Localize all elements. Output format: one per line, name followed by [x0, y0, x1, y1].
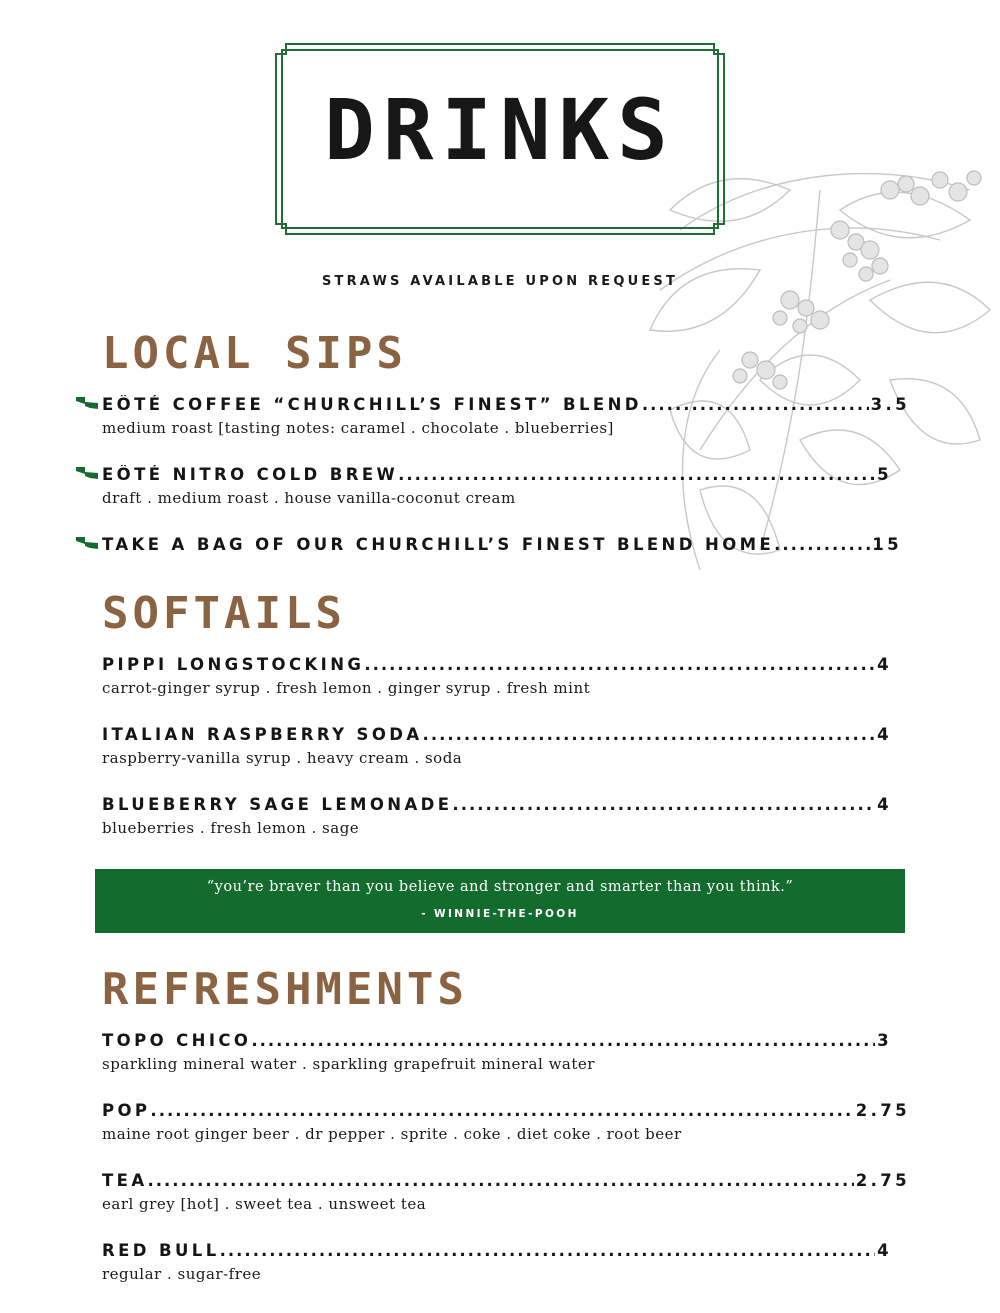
item-description: draft . medium roast . house vanilla-coconut cream	[102, 489, 516, 507]
menu-item	[102, 1171, 910, 1195]
item-price: 2.75	[855, 1171, 910, 1190]
item-name: POP	[102, 1101, 151, 1120]
menu-item	[102, 395, 910, 419]
menu-item	[102, 655, 892, 679]
subtitle: STRAWS AVAILABLE UPON REQUEST	[321, 274, 679, 289]
item-description: regular . sugar-free	[102, 1265, 262, 1283]
dot-leader	[364, 655, 875, 674]
section-title-local-sips: LOCAL SIPS	[102, 328, 407, 379]
quote-author: - WINNIE-THE-POOH	[421, 908, 579, 920]
dot-leader	[423, 725, 876, 744]
item-name: EÔTÉ COFFEE “CHURCHILL’S FINEST” BLEND	[102, 395, 642, 414]
item-price: 4	[877, 655, 892, 674]
dot-leader	[642, 395, 869, 414]
menu-item	[102, 1241, 892, 1265]
oklahoma-state-icon	[76, 467, 98, 479]
item-name: BLUEBERRY SAGE LEMONADE	[102, 795, 453, 814]
item-name: RED BULL	[102, 1241, 220, 1260]
item-price: 15	[872, 535, 902, 554]
item-name: EÔTÉ NITRO COLD BREW	[102, 465, 399, 484]
oklahoma-state-icon	[76, 537, 98, 549]
dot-leader	[251, 1031, 875, 1050]
dot-leader	[452, 795, 875, 814]
item-name: TEA	[102, 1171, 148, 1190]
item-description: carrot-ginger syrup . fresh lemon . ginger syrup . fresh mint	[102, 679, 591, 697]
item-description: sparkling mineral water . sparkling grapefruit mineral water	[102, 1055, 595, 1073]
item-description: medium roast [tasting notes: caramel . chocolate . blueberries]	[102, 419, 614, 437]
quote-text: “you’re braver than you believe and stronger and smarter than you think.”	[206, 879, 794, 895]
menu-item	[102, 535, 902, 559]
section-title-refreshments: REFRESHMENTS	[102, 964, 468, 1015]
item-price: 2.75	[855, 1101, 910, 1120]
item-price: 5	[877, 465, 892, 484]
page-title: DRINKS	[324, 81, 676, 179]
item-description: blueberries . fresh lemon . sage	[102, 819, 360, 837]
item-name: TOPO CHICO	[102, 1031, 252, 1050]
item-description: earl grey [hot] . sweet tea . unsweet tea	[102, 1195, 427, 1213]
menu-item	[102, 725, 892, 749]
menu-item	[102, 1101, 910, 1125]
item-price: 3.5	[870, 395, 910, 414]
item-price: 4	[877, 1241, 892, 1260]
menu-item	[102, 1031, 892, 1055]
dot-leader	[150, 1101, 853, 1120]
menu-item	[102, 795, 892, 819]
dot-leader	[220, 1241, 875, 1260]
oklahoma-state-icon	[76, 397, 98, 409]
section-title-softails: SOFTAILS	[102, 588, 346, 639]
item-price: 3	[877, 1031, 892, 1050]
dot-leader	[148, 1171, 854, 1190]
item-name: ITALIAN RASPBERRY SODA	[102, 725, 423, 744]
dot-leader	[398, 465, 875, 484]
item-name: TAKE A BAG OF OUR CHURCHILL’S FINEST BLEND HOME	[102, 535, 775, 554]
item-price: 4	[877, 725, 892, 744]
dot-leader	[774, 535, 870, 554]
item-description: raspberry-vanilla syrup . heavy cream . soda	[102, 749, 463, 767]
item-description: maine root ginger beer . dr pepper . sprite . coke . diet coke . root beer	[102, 1125, 682, 1143]
menu-item	[102, 465, 892, 489]
item-price: 4	[877, 795, 892, 814]
quote-banner	[95, 869, 905, 933]
item-name: PIPPI LONGSTOCKING	[102, 655, 365, 674]
